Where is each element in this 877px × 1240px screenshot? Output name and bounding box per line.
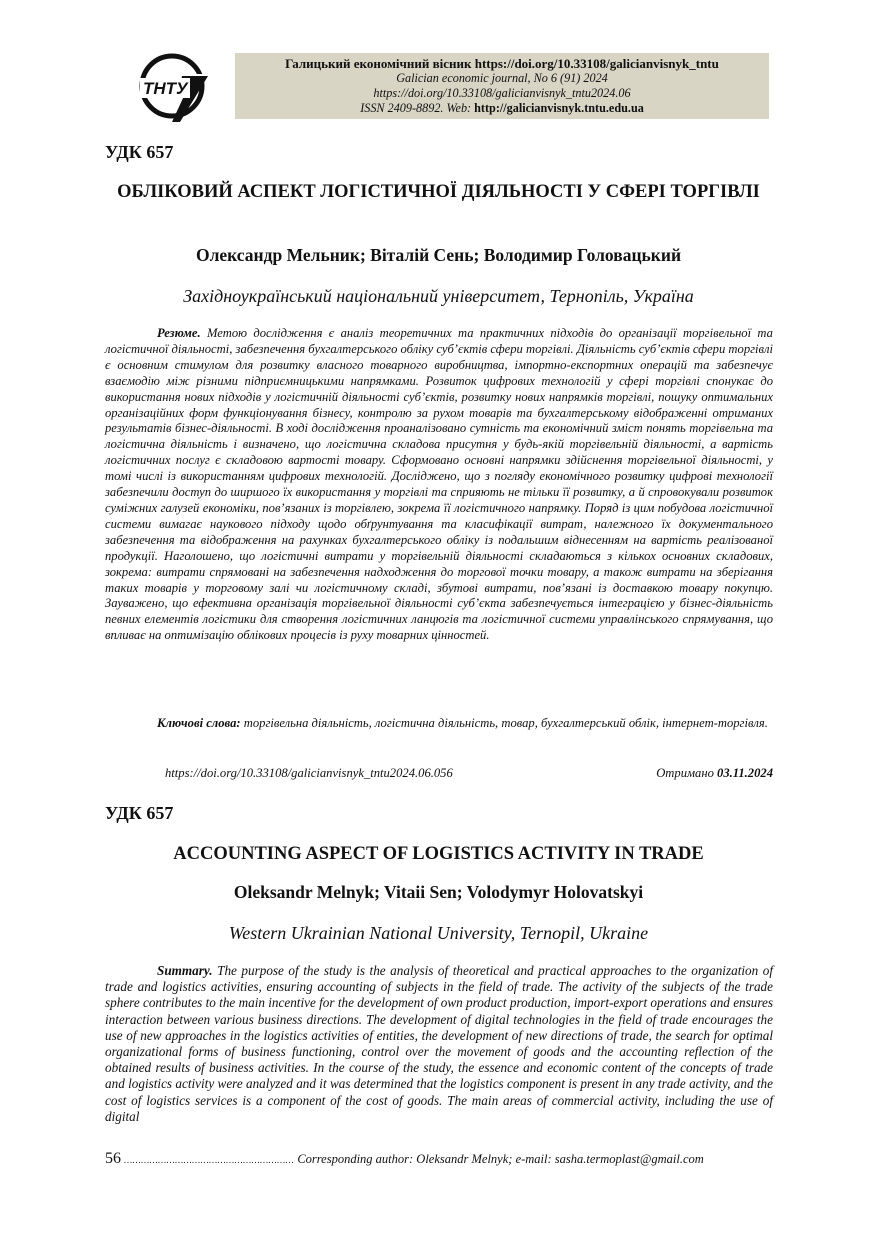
article-doi-link[interactable]: https://doi.org/10.33108/galicianvisnyk_tntu2024.06.056 <box>165 766 453 780</box>
summary-text: The purpose of the study is the analysis of theoretical and practical approaches to the organization of trade and logistics activities, ensuring accounting of subjects in the field of trade. The activity of the subjects of the trade sphere contributes to the main incentive for the development of own product production, import-export operations and ensures interaction between various business directions. The development of digital technologies in the field of trade encourages the use of new approaches in the logistics activities of entities, the development of new directions of trade, the search for optimal organizational forms of business functioning, control over the movement of goods and the accounting reflection of the obtained results of business activities. In the course of the study, the essence and economic content of the concepts of trade and logistics activity were analyzed and it was determined that the logistics component is present in any trade activity, and the cost of logistics services is a component of the cost of goods. The main areas of commercial activity, including the use of digital <box>105 963 773 1124</box>
keywords-ua <box>105 716 773 732</box>
article-title-ua: ОБЛІКОВИЙ АСПЕКТ ЛОГІСТИЧНОЇ ДІЯЛЬНОСТІ У СФЕРІ ТОРГІВЛІ <box>117 182 760 202</box>
keywords-text: торгівельна діяльність, логістична діяльність, товар, бухгалтерський облік, інтернет-торгівля. <box>243 716 768 730</box>
abstract-label: Резюме. <box>157 326 201 340</box>
footer-dots: …………………………………………………… <box>124 1155 295 1165</box>
udk-code-ua: УДК 657 <box>105 142 174 162</box>
authors-en: Oleksandr Melnyk; Vitaii Sen; Volodymyr Holovatskyi <box>233 882 644 902</box>
affiliation-ua: Західноукраїнський національний університет, Тернопіль, Україна <box>183 286 694 306</box>
summary-en <box>105 963 773 1125</box>
page-number: 56 <box>105 1150 121 1167</box>
abstract-ua <box>105 326 773 644</box>
received-label: Отримано <box>656 766 718 780</box>
received-date <box>656 766 773 781</box>
issn-text: ISSN 2409-8892. Web: <box>360 101 475 115</box>
logo-text: ТНТУ <box>143 79 188 98</box>
abstract-text: Метою дослідження є аналіз теоретичних та практичних підходів до організації торгівельної та логістичної діяльності, забезпечення бухгалтерського обліку суб’єктів сфери торгівлі. Діяльність суб’єктів сфери торгівлі є основним стимулом для розвитку власного товарного виробництва, імпортно-експортних операцій та забезпечує взаємодію між різними підприємницькими напрямками. Розвиток цифрових технологій у сфері торгівлі спонукає до використання нових підходів у логістичній діяльності суб’єктів, розвитку нових напрямків торгівлі, пошуку оптимальних організаційних форм функціонування бізнесу, контролю за рухом товарів та бухгалтерському відображенні отриманих результатів бізнес-діяльності. В ході дослідження проаналізовано сутність та економічний зміст понять торгівельна та логістична діяльність і визначено, що логістична складова присутня у будь-якій торгівельній діяльності, а вартість логістичних послуг є складовою вартості товару. Сформовано основні напрямки здійснення торгівельної діяльності, у томі числі із використанням цифрових технологій. Досліджено, що з погляду економічного розвитку цифрові технології забезпечили доступ до ширшого їх використання у торгівлі та сприяють не тільки її розвитку, а й спровокували розвиток суміжних галузей економіки, пов’язаних із торгівлею, зокрема її логістичного напрямку. Поряд із цим побудова логістичної системи вимагає наукового підходу щодо обґрунтування та класифікації витрат, належного їх документального забезпечення та відображення на рахунках бухгалтерського обліку із подальшим віднесенням на вартість реалізованої продукції. Наголошено, що логістичні витрати у торгівельній діяльності складаються з кількох основних складових, зокрема: витрати спрямовані на забезпечення надходження до торгової точки товару, а також витрати на зберігання таких товарів у торговому залі чи логістичному складі, збутові витрати, пов’язані із доставкою товару покупцю. Зауважено, що ефективна організація торгівельної діяльності суб’єкта забезпечується інтеграцією у бізнес-діяльність певних елементів логістики для створення логістичних ланцюгів та логістичної системи управлінського спрямування, що впливає на оптимізацію облікових процесів із руху товарних цінностей. <box>105 326 773 643</box>
journal-issn-line <box>235 101 769 116</box>
summary-label: Summary. <box>157 963 213 978</box>
journal-web-link[interactable]: http://galicianvisnyk.tntu.edu.ua <box>474 101 644 115</box>
journal-logo <box>136 52 212 124</box>
received-date-value: 03.11.2024 <box>717 766 773 780</box>
udk-code-en: УДК 657 <box>105 803 174 823</box>
affiliation-en: Western Ukrainian National University, Ternopil, Ukraine <box>228 923 649 943</box>
corresponding-author: Corresponding author: Oleksandr Melnyk; e-mail: sasha.termoplast@gmail.com <box>297 1152 704 1166</box>
authors-ua: Олександр Мельник; Віталій Сень; Володимир Головацький <box>195 245 682 265</box>
journal-header <box>235 53 769 119</box>
article-title-en: ACCOUNTING ASPECT OF LOGISTICS ACTIVITY IN TRADE <box>173 844 704 864</box>
journal-title-line: Галицький економічний вісник https://doi.org/10.33108/galicianvisnyk_tntu <box>285 56 719 71</box>
journal-issue-doi: https://doi.org/10.33108/galicianvisnyk_tntu2024.06 <box>373 86 631 100</box>
keywords-label: Ключові слова: <box>157 716 241 730</box>
page-footer <box>105 1150 773 1168</box>
journal-issue-line: Galician economic journal, No 6 (91) 2024 <box>396 71 608 85</box>
